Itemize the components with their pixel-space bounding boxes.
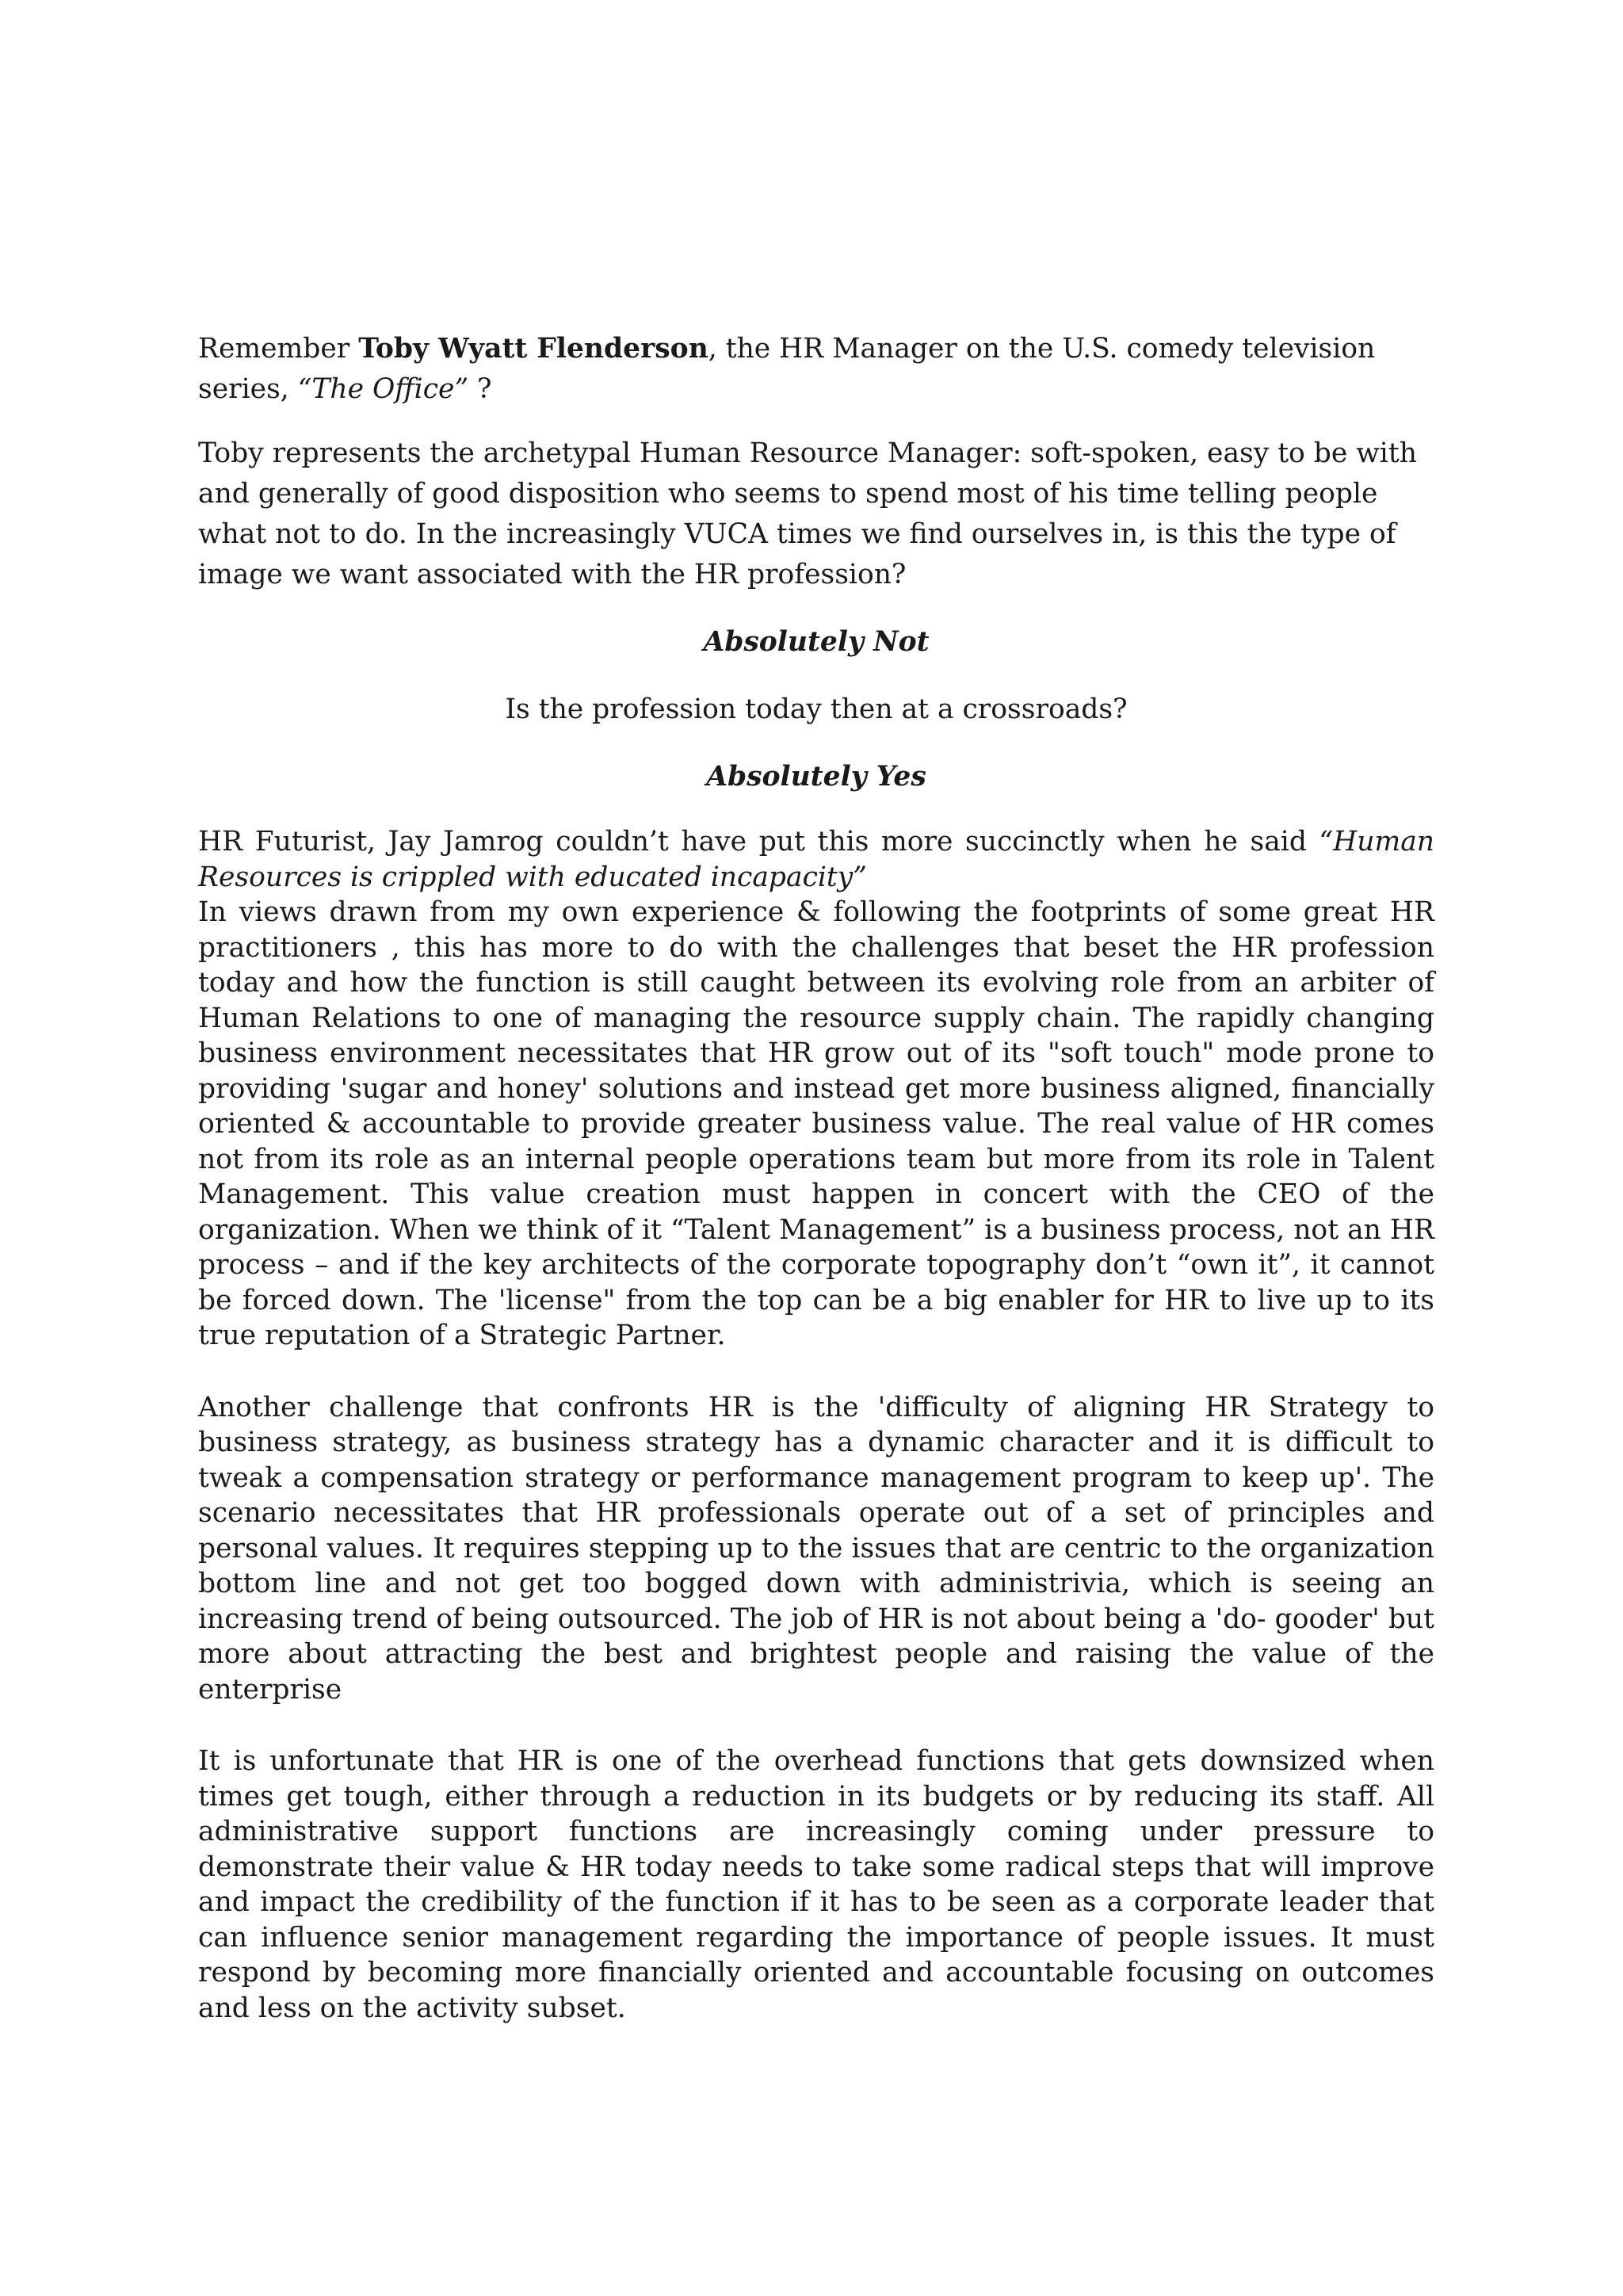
intro-text-end: ? — [468, 373, 492, 405]
body-paragraph-strategy: Another challenge that confronts HR is the 'difficulty of aligning HR Strategy to business strategy, as business strategy has a dynamic character and it is difficult to tweak a compensation strategy or performance management program to keep up'. The scenario necessitates that HR professionals operate out of a set of principles and personal values. It requires stepping up to the issues that are centric to the organization bottom line and not get too bogged down with administrivia, which is seeing an increasing trend of being outsourced. The job of HR is not about being a 'do- gooder' but more about attracting the best and brightest people and raising the value of the enterprise — [198, 1391, 1434, 1706]
intro-section — [198, 329, 1434, 595]
body-paragraph-downsizing: It is unfortunate that HR is one of the overhead functions that gets downsized when times get tough, either through a reduction in its budgets or by reducing its staff. All administrative support functions are increasingly coming under pressure to demonstrate their value & HR today needs to take some radical steps that will improve and impact the credibility of the function if it has to be seen as a corporate leader that can influence senior management regarding the importance of people issues. It must respond by becoming more financially oriented and accountable focusing on outcomes and less on the activity subset. — [198, 1745, 1434, 2024]
body-paragraph-talent-management: In views drawn from my own experience & following the footprints of some great HR practitioners , this has more to do with the challenges that beset the HR profession today and how the function is still caught between its evolving role from an arbiter of Human Relations to one of managing the resource supply chain. The rapidly changing business environment necessitates that HR grow out of its "soft touch" mode prone to providing 'sugar and honey' solutions and instead get more business aligned, financially oriented & accountable to provide greater business value. The real value of HR comes not from its role as an internal people operations team but more from its role in Talent Management. This value creation must happen in concert with the CEO of the organization. When we think of it “Talent Management” is a business process, not an HR process – and if the key architects of the corporate topography don’t “own it”, it cannot be forced down. The 'license" from the top can be a big enabler for HR to live up to its true reputation of a Strategic Partner. — [198, 896, 1434, 1351]
intro-text-middle: , the HR Manager on the U.S. comedy television series, — [198, 333, 1376, 405]
answer-absolutely-yes: Absolutely Yes — [706, 761, 926, 793]
intro-paragraph-archetype: Toby represents the archetypal Human Resource Manager: soft-spoken, easy to be with and generally of good disposition who seems to spend most of his time telling people what not to do. In the increasingly VUCA times we find ourselves in, is this the type of image we want associated with the HR profession? — [198, 437, 1417, 590]
character-name: Toby Wyatt Flenderson — [358, 333, 708, 365]
intro-paragraph-toby — [198, 329, 1434, 410]
answer-absolutely-not: Absolutely Not — [703, 626, 930, 658]
crossroads-question: Is the profession today then at a crossroads? — [505, 693, 1128, 725]
show-title: “The Office” — [297, 373, 469, 405]
jamrog-quote: “Human Resources is crippled with educated incapacity” — [198, 826, 1434, 893]
intro-text-start: Remember — [198, 333, 359, 365]
quote-lead: HR Futurist, Jay Jamrog couldn’t have put this more succinctly when he said — [198, 826, 1319, 858]
quote-paragraph — [198, 824, 1434, 895]
document-page — [198, 329, 1434, 2026]
body-section — [198, 824, 1434, 2026]
